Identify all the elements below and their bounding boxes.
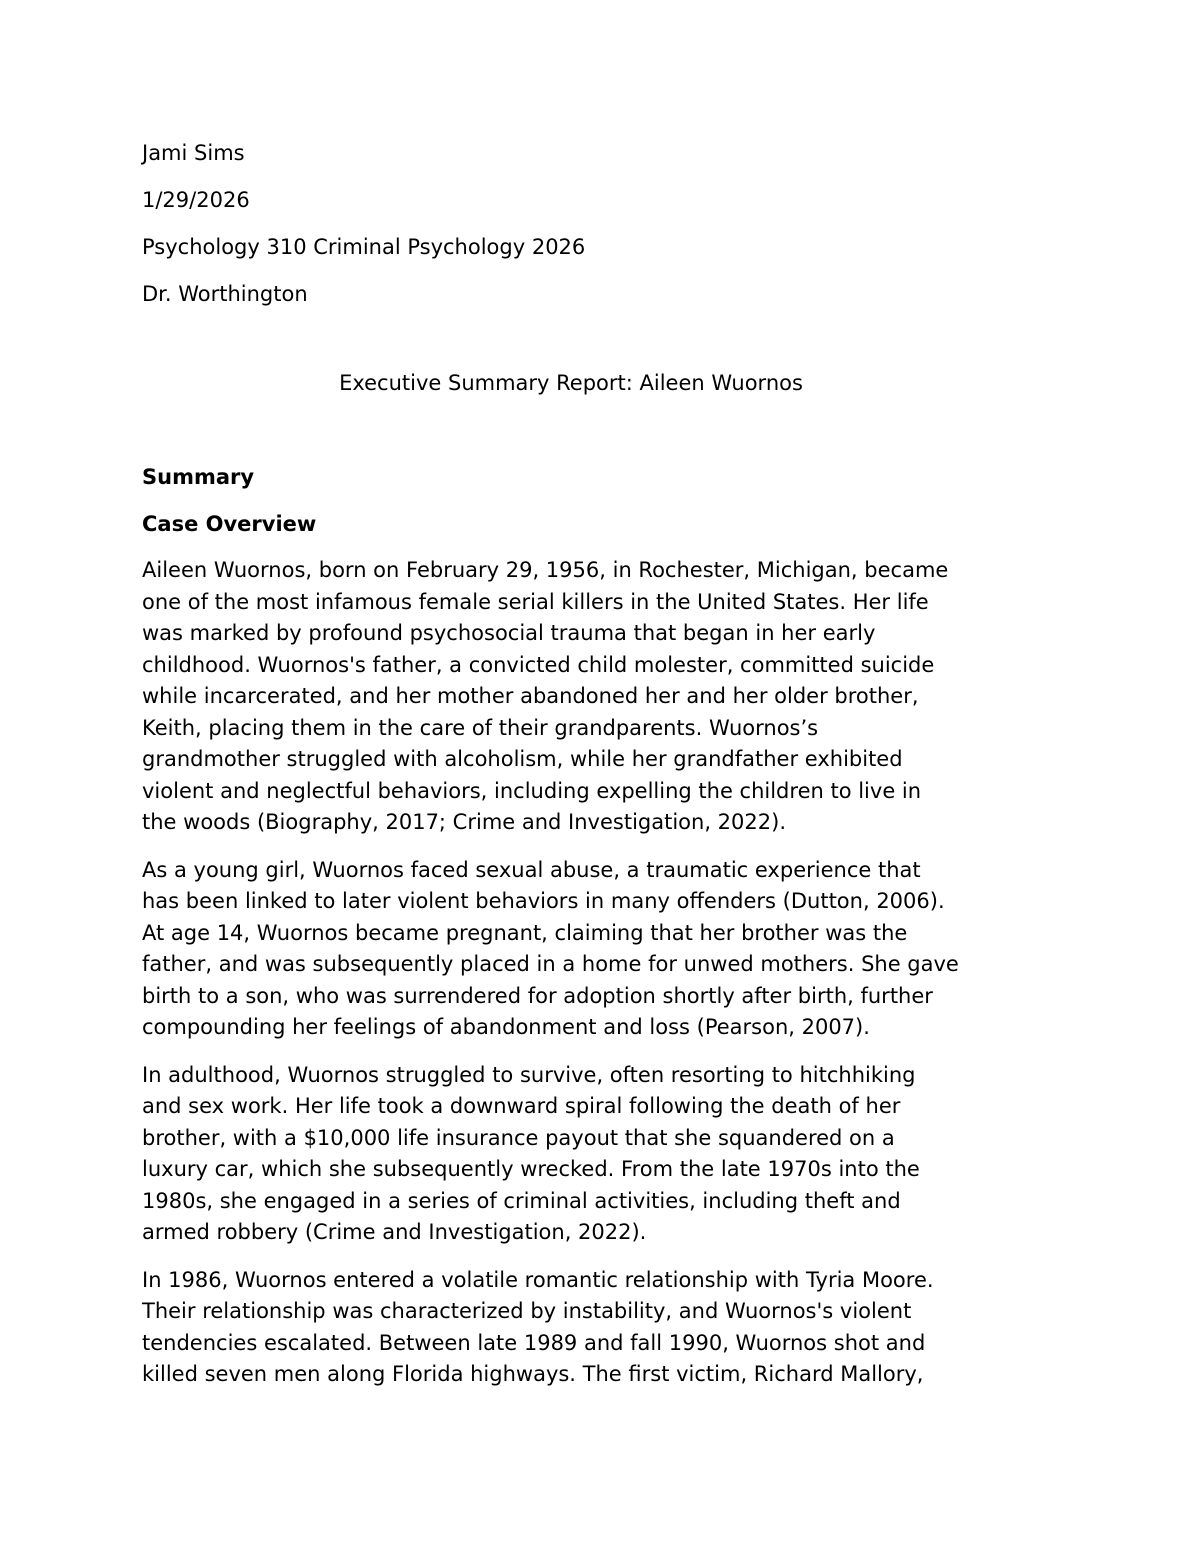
author-name: Jami Sims: [142, 141, 245, 165]
paragraph-line: At age 14, Wuornos became pregnant, claiming that her brother was the: [142, 920, 908, 945]
paragraph-line: 1980s, she engaged in a series of criminal activities, including theft and: [142, 1188, 901, 1213]
paragraph-line: In 1986, Wuornos entered a volatile romantic relationship with Tyria Moore.: [142, 1267, 934, 1292]
paragraph-line: father, and was subsequently placed in a home for unwed mothers. She gave: [142, 952, 959, 976]
summary-heading: Summary: [142, 465, 255, 489]
paragraph-line: brother, with a $10,000 life insurance payout that she squandered on a: [142, 1125, 895, 1150]
paragraph-line: killed seven men along Florida highways. The first victim, Richard Mallory,: [142, 1362, 924, 1386]
body-text: [142, 555, 1072, 1391]
paragraph-line: one of the most infamous female serial killers in the United States. Her life: [142, 589, 929, 614]
paragraph-line: Their relationship was characterized by instability, and Wuornos's violent: [142, 1299, 912, 1323]
case-overview-heading: Case Overview: [142, 512, 317, 536]
paragraph-line: was marked by profound psychosocial trauma that began in her early: [142, 621, 876, 645]
paragraph-line: As a young girl, Wuornos faced sexual abuse, a traumatic experience that: [142, 857, 921, 882]
body-paragraph: [142, 1060, 1072, 1249]
document-title: Executive Summary Report: Aileen Wuornos: [339, 371, 803, 395]
paragraph-line: while incarcerated, and her mother abandoned her and her older brother,: [142, 684, 919, 708]
paragraph-line: Keith, placing them in the care of their grandparents. Wuornos’s: [142, 715, 819, 740]
paragraph-line: Aileen Wuornos, born on February 29, 1956, in Rochester, Michigan, became: [142, 558, 949, 582]
paragraph-line: In adulthood, Wuornos struggled to survive, often resorting to hitchhiking: [142, 1062, 916, 1087]
document-page: [142, 138, 1072, 1391]
paragraph-line: violent and neglectful behaviors, including expelling the children to live in: [142, 778, 922, 803]
paragraph-line: has been linked to later violent behaviors in many offenders (Dutton, 2006).: [142, 889, 945, 913]
body-paragraph: [142, 1265, 1072, 1391]
instructor-name: Dr. Worthington: [142, 282, 308, 306]
paragraph-line: armed robbery (Crime and Investigation, 2022).: [142, 1220, 647, 1244]
paragraph-line: compounding her feelings of abandonment and loss (Pearson, 2007).: [142, 1015, 870, 1039]
paragraph-line: childhood. Wuornos's father, a convicted child molester, committed suicide: [142, 652, 935, 677]
paragraph-line: luxury car, which she subsequently wrecked. From the late 1970s into the: [142, 1157, 920, 1181]
document-date: 1/29/2026: [142, 188, 250, 212]
paragraph-line: tendencies escalated. Between late 1989 and fall 1990, Wuornos shot and: [142, 1330, 926, 1355]
body-paragraph: [142, 855, 1072, 1044]
paragraph-line: birth to a son, who was surrendered for adoption shortly after birth, further: [142, 983, 933, 1008]
body-paragraph: [142, 555, 1072, 839]
paragraph-line: grandmother struggled with alcoholism, while her grandfather exhibited: [142, 747, 903, 771]
paragraph-line: the woods (Biography, 2017; Crime and Investigation, 2022).: [142, 810, 786, 834]
paragraph-line: and sex work. Her life took a downward spiral following the death of her: [142, 1094, 901, 1118]
course-name: Psychology 310 Criminal Psychology 2026: [142, 235, 586, 259]
